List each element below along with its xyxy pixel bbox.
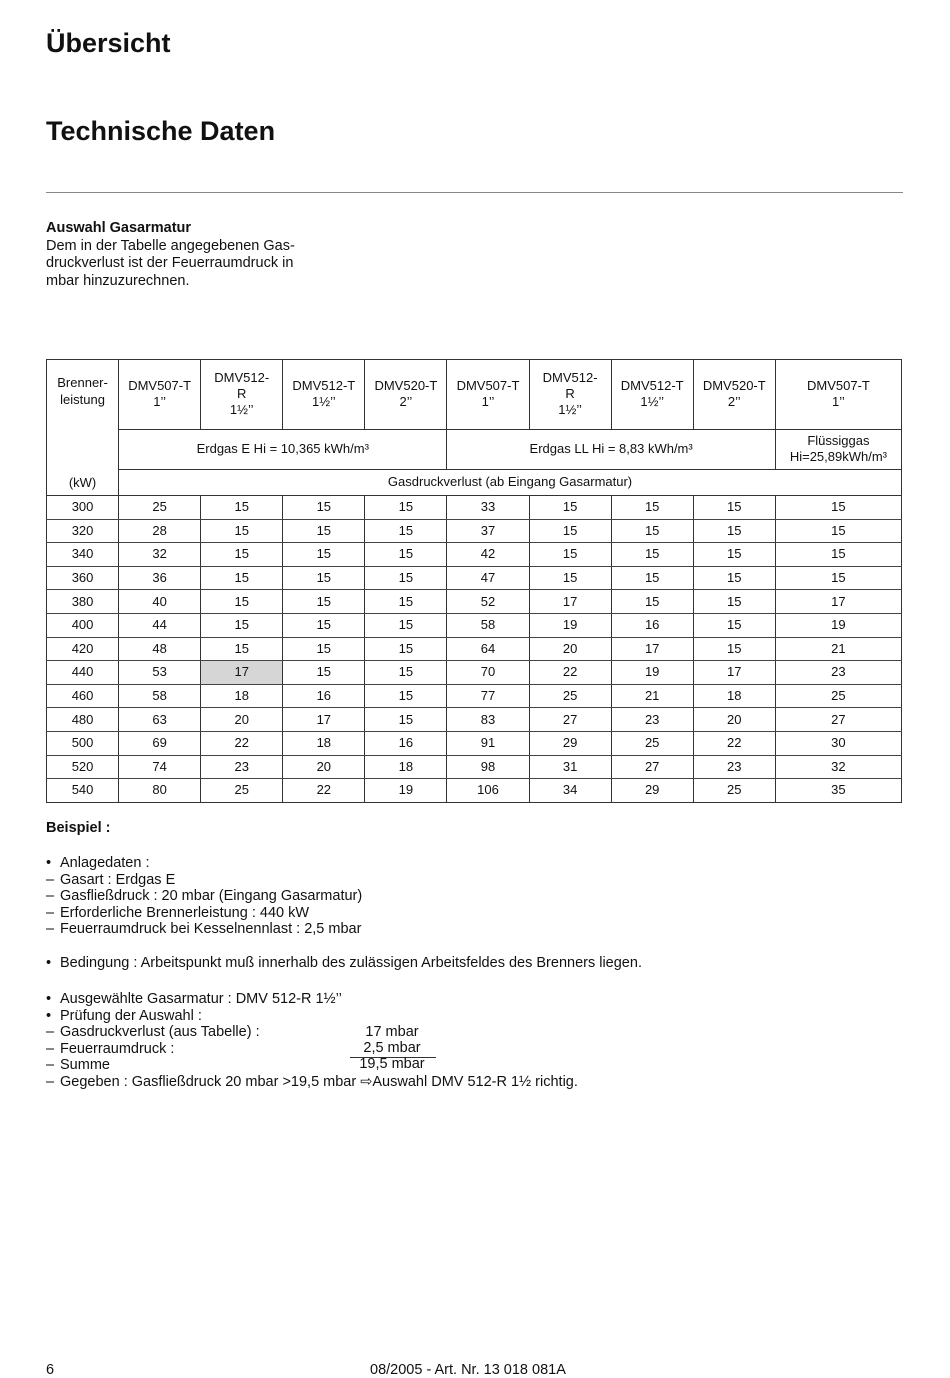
loss-cell: 27 bbox=[611, 755, 693, 779]
table-row bbox=[47, 779, 902, 803]
loss-cell: 42 bbox=[447, 543, 529, 567]
loss-cell: 23 bbox=[611, 708, 693, 732]
model-header: DMV507-T 1’’ bbox=[119, 360, 201, 430]
loss-cell: 74 bbox=[119, 755, 201, 779]
loss-cell: 98 bbox=[447, 755, 529, 779]
loss-cell: 58 bbox=[447, 613, 529, 637]
loss-cell: 15 bbox=[693, 590, 775, 614]
loss-cell: 15 bbox=[365, 543, 447, 567]
loss-cell: 16 bbox=[611, 613, 693, 637]
example-title: Beispiel : bbox=[46, 820, 111, 836]
loss-cell: 15 bbox=[529, 566, 611, 590]
table-row bbox=[47, 661, 902, 685]
loss-cell: 28 bbox=[119, 519, 201, 543]
loss-cell: 32 bbox=[119, 543, 201, 567]
loss-cell: 17 bbox=[775, 590, 901, 614]
loss-cell: 64 bbox=[447, 637, 529, 661]
loss-cell: 15 bbox=[365, 519, 447, 543]
loss-cell: 15 bbox=[693, 519, 775, 543]
loss-cell: 16 bbox=[283, 684, 365, 708]
calc-summe-value: 19,5 mbar bbox=[359, 1056, 425, 1072]
loss-cell: 47 bbox=[447, 566, 529, 590]
loss-cell: 33 bbox=[447, 496, 529, 520]
loss-cell: 22 bbox=[529, 661, 611, 685]
loss-cell: 15 bbox=[201, 519, 283, 543]
loss-cell: 19 bbox=[775, 613, 901, 637]
example-item: Gasart : Erdgas E bbox=[60, 871, 176, 888]
loss-cell: 30 bbox=[775, 731, 901, 755]
loss-cell: 23 bbox=[201, 755, 283, 779]
loss-cell: 15 bbox=[365, 590, 447, 614]
loss-cell: 29 bbox=[529, 731, 611, 755]
loss-cell: 37 bbox=[447, 519, 529, 543]
loss-cell: 15 bbox=[693, 496, 775, 520]
loss-cell: 15 bbox=[201, 543, 283, 567]
loss-cell: 15 bbox=[365, 661, 447, 685]
power-cell: 440 bbox=[47, 661, 119, 685]
example-item: Gegeben : Gasfließdruck 20 mbar >19,5 mbar ⇨Auswahl DMV 512-R 1½ richtig. bbox=[60, 1073, 578, 1090]
table-row bbox=[47, 590, 902, 614]
loss-cell: 15 bbox=[365, 613, 447, 637]
table-row bbox=[47, 566, 902, 590]
gas-group-fluessiggas: Flüssiggas Hi=25,89kWh/m³ bbox=[775, 429, 901, 469]
loss-cell: 19 bbox=[611, 661, 693, 685]
model-header: DMV520-T 2’’ bbox=[365, 360, 447, 430]
gas-group-erdgas-ll: Erdgas LL Hi = 8,83 kWh/m³ bbox=[447, 429, 775, 469]
loss-cell: 15 bbox=[529, 543, 611, 567]
loss-cell: 15 bbox=[201, 590, 283, 614]
power-cell: 300 bbox=[47, 496, 119, 520]
doc-reference: 08/2005 - Art. Nr. 13 018 081A bbox=[370, 1362, 566, 1378]
table-row bbox=[47, 543, 902, 567]
loss-cell: 15 bbox=[693, 613, 775, 637]
loss-cell: 34 bbox=[529, 779, 611, 803]
loss-cell: 15 bbox=[283, 496, 365, 520]
model-header: DMV512-T 1½’’ bbox=[611, 360, 693, 430]
gas-group-erdgas-e: Erdgas E Hi = 10,365 kWh/m³ bbox=[119, 429, 447, 469]
table-row bbox=[47, 755, 902, 779]
loss-cell: 15 bbox=[775, 519, 901, 543]
loss-label: Gasdruckverlust (ab Eingang Gasarmatur) bbox=[119, 469, 902, 496]
table-row bbox=[47, 496, 902, 520]
example-item: Gasdruckverlust (aus Tabelle) : bbox=[60, 1024, 260, 1040]
loss-cell: 25 bbox=[119, 496, 201, 520]
loss-cell: 15 bbox=[201, 637, 283, 661]
example-item: Bedingung : Arbeitspunkt muß innerhalb des zulässigen Arbeitsfeldes des Brenners liegen. bbox=[60, 955, 642, 971]
loss-cell: 15 bbox=[283, 519, 365, 543]
loss-cell: 20 bbox=[529, 637, 611, 661]
table-row bbox=[47, 684, 902, 708]
example-item: Feuerraumdruck bei Kesselnennlast : 2,5 mbar bbox=[60, 921, 362, 937]
loss-cell: 23 bbox=[693, 755, 775, 779]
table-row bbox=[47, 708, 902, 732]
table-row bbox=[47, 519, 902, 543]
table-row bbox=[47, 637, 902, 661]
loss-cell: 19 bbox=[529, 613, 611, 637]
loss-cell: 15 bbox=[201, 566, 283, 590]
intro-line: druckverlust ist der Feuerraumdruck in bbox=[46, 255, 294, 271]
loss-cell: 15 bbox=[611, 543, 693, 567]
loss-cell: 15 bbox=[693, 543, 775, 567]
calc-verlust-value: 17 mbar bbox=[365, 1024, 419, 1040]
loss-cell: 15 bbox=[283, 590, 365, 614]
loss-cell: 15 bbox=[365, 566, 447, 590]
loss-cell: 35 bbox=[775, 779, 901, 803]
loss-cell: 15 bbox=[283, 566, 365, 590]
page-number: 6 bbox=[46, 1362, 55, 1378]
loss-cell: 15 bbox=[775, 543, 901, 567]
calc-feuer-value: 2,5 mbar bbox=[363, 1040, 421, 1056]
model-header: DMV512- R 1½’’ bbox=[529, 360, 611, 430]
power-cell: 380 bbox=[47, 590, 119, 614]
loss-cell: 15 bbox=[283, 543, 365, 567]
intro-line: mbar hinzuzurechnen. bbox=[46, 272, 190, 289]
loss-cell: 31 bbox=[529, 755, 611, 779]
loss-cell: 18 bbox=[365, 755, 447, 779]
loss-cell: 15 bbox=[365, 496, 447, 520]
loss-cell: 20 bbox=[693, 708, 775, 732]
loss-cell: 21 bbox=[775, 637, 901, 661]
power-cell: 400 bbox=[47, 613, 119, 637]
power-cell: 320 bbox=[47, 519, 119, 543]
loss-cell: 18 bbox=[201, 684, 283, 708]
loss-cell: 20 bbox=[201, 708, 283, 732]
loss-cell: 36 bbox=[119, 566, 201, 590]
loss-cell: 17 bbox=[201, 661, 283, 685]
loss-cell: 19 bbox=[365, 779, 447, 803]
loss-cell: 25 bbox=[611, 731, 693, 755]
loss-cell: 83 bbox=[447, 708, 529, 732]
loss-cell: 25 bbox=[201, 779, 283, 803]
loss-cell: 16 bbox=[365, 731, 447, 755]
loss-cell: 32 bbox=[775, 755, 901, 779]
loss-cell: 15 bbox=[611, 566, 693, 590]
loss-cell: 15 bbox=[611, 496, 693, 520]
loss-cell: 15 bbox=[201, 496, 283, 520]
loss-cell: 22 bbox=[283, 779, 365, 803]
loss-cell: 15 bbox=[365, 637, 447, 661]
example-block-3: • Ausgewählte Gasarmatur : DMV 512-R 1½’’ • Prüfung der Auswahl : – Gasdruckverlust (aus Tabelle) : – Feuerraumdruck : – Summe – Gegeben : Gasfließdruck 20 mbar >19,5 mbar ⇨Auswahl DMV 512-R 1½ richtig. bbox=[46, 991, 578, 1090]
loss-cell: 15 bbox=[283, 637, 365, 661]
power-cell: 500 bbox=[47, 731, 119, 755]
power-cell: 480 bbox=[47, 708, 119, 732]
power-cell: 340 bbox=[47, 543, 119, 567]
power-cell: 460 bbox=[47, 684, 119, 708]
loss-cell: 17 bbox=[693, 661, 775, 685]
divider bbox=[46, 192, 903, 193]
gas-valve-table bbox=[46, 359, 902, 803]
loss-cell: 91 bbox=[447, 731, 529, 755]
loss-cell: 15 bbox=[693, 566, 775, 590]
loss-cell: 44 bbox=[119, 613, 201, 637]
loss-cell: 15 bbox=[611, 519, 693, 543]
loss-cell: 40 bbox=[119, 590, 201, 614]
loss-cell: 15 bbox=[693, 637, 775, 661]
loss-cell: 63 bbox=[119, 708, 201, 732]
loss-cell: 27 bbox=[529, 708, 611, 732]
intro-title: Auswahl Gasarmatur bbox=[46, 220, 192, 236]
loss-cell: 80 bbox=[119, 779, 201, 803]
loss-cell: 15 bbox=[775, 566, 901, 590]
corner-header bbox=[47, 360, 119, 430]
loss-cell: 20 bbox=[283, 755, 365, 779]
example-item: Ausgewählte Gasarmatur : DMV 512-R 1½’’ bbox=[60, 991, 342, 1007]
example-item: Feuerraumdruck : bbox=[60, 1040, 175, 1057]
loss-cell: 15 bbox=[201, 613, 283, 637]
loss-cell: 15 bbox=[283, 613, 365, 637]
loss-cell: 52 bbox=[447, 590, 529, 614]
loss-cell: 69 bbox=[119, 731, 201, 755]
corner-line: Brenner- bbox=[57, 375, 108, 390]
loss-cell: 29 bbox=[611, 779, 693, 803]
corner-spacer bbox=[47, 429, 119, 469]
loss-cell: 18 bbox=[283, 731, 365, 755]
example-item: Summe bbox=[60, 1057, 110, 1073]
intro-line: Dem in der Tabelle angegebenen Gas- bbox=[46, 237, 295, 254]
arrow-icon: ⇨ bbox=[360, 1073, 373, 1090]
example-item: Prüfung der Auswahl : bbox=[60, 1007, 202, 1024]
loss-cell: 53 bbox=[119, 661, 201, 685]
loss-cell: 15 bbox=[365, 708, 447, 732]
page-heading: Übersicht bbox=[46, 28, 171, 58]
corner-line: leistung bbox=[60, 392, 105, 407]
table-row bbox=[47, 613, 902, 637]
power-cell: 540 bbox=[71, 782, 94, 798]
model-header: DMV507-T 1’’ bbox=[775, 360, 901, 430]
section-title: Technische Daten bbox=[46, 116, 276, 146]
loss-cell: 17 bbox=[611, 637, 693, 661]
example-item: Erforderliche Brennerleistung : 440 kW bbox=[60, 904, 310, 921]
loss-cell: 15 bbox=[283, 661, 365, 685]
loss-cell: 25 bbox=[529, 684, 611, 708]
unit-label: (kW) bbox=[47, 469, 119, 496]
loss-cell: 15 bbox=[529, 519, 611, 543]
loss-cell: 15 bbox=[529, 496, 611, 520]
power-cell: 360 bbox=[47, 566, 119, 590]
loss-cell: 15 bbox=[611, 590, 693, 614]
loss-cell: 25 bbox=[775, 684, 901, 708]
example-item: Gasfließdruck : 20 mbar (Eingang Gasarmatur) bbox=[60, 888, 363, 904]
loss-cell: 22 bbox=[693, 731, 775, 755]
loss-cell: 58 bbox=[119, 684, 201, 708]
loss-cell: 17 bbox=[283, 708, 365, 732]
power-cell: 520 bbox=[47, 755, 119, 779]
model-header: DMV520-T 2’’ bbox=[693, 360, 775, 430]
loss-cell: 21 bbox=[611, 684, 693, 708]
model-header: DMV507-T 1’’ bbox=[447, 360, 529, 430]
power-cell: 420 bbox=[47, 637, 119, 661]
loss-cell: 22 bbox=[201, 731, 283, 755]
loss-cell: 15 bbox=[365, 684, 447, 708]
loss-cell: 17 bbox=[529, 590, 611, 614]
model-header: DMV512- R 1½’’ bbox=[201, 360, 283, 430]
loss-cell: 25 bbox=[693, 779, 775, 803]
loss-cell: 77 bbox=[447, 684, 529, 708]
loss-cell: 106 bbox=[447, 779, 529, 803]
loss-cell: 23 bbox=[775, 661, 901, 685]
example-block-2: • Bedingung : Arbeitspunkt muß innerhalb des zulässigen Arbeitsfeldes des Brenners liegen. bbox=[46, 955, 642, 971]
intro-text bbox=[46, 220, 346, 290]
loss-cell: 27 bbox=[775, 708, 901, 732]
model-header: DMV512-T 1½’’ bbox=[283, 360, 365, 430]
loss-cell: 48 bbox=[119, 637, 201, 661]
example-item: Anlagedaten : bbox=[60, 855, 150, 871]
loss-cell: 70 bbox=[447, 661, 529, 685]
example-block-1: • Anlagedaten : – Gasart : Erdgas E – Gasfließdruck : 20 mbar (Eingang Gasarmatur) – Erforderliche Brennerleistung : 440 kW – Feuerraumdruck bei Kesselnennlast : 2,5 mbar bbox=[46, 855, 363, 937]
loss-cell: 18 bbox=[693, 684, 775, 708]
loss-cell: 15 bbox=[775, 496, 901, 520]
table-row bbox=[47, 731, 902, 755]
